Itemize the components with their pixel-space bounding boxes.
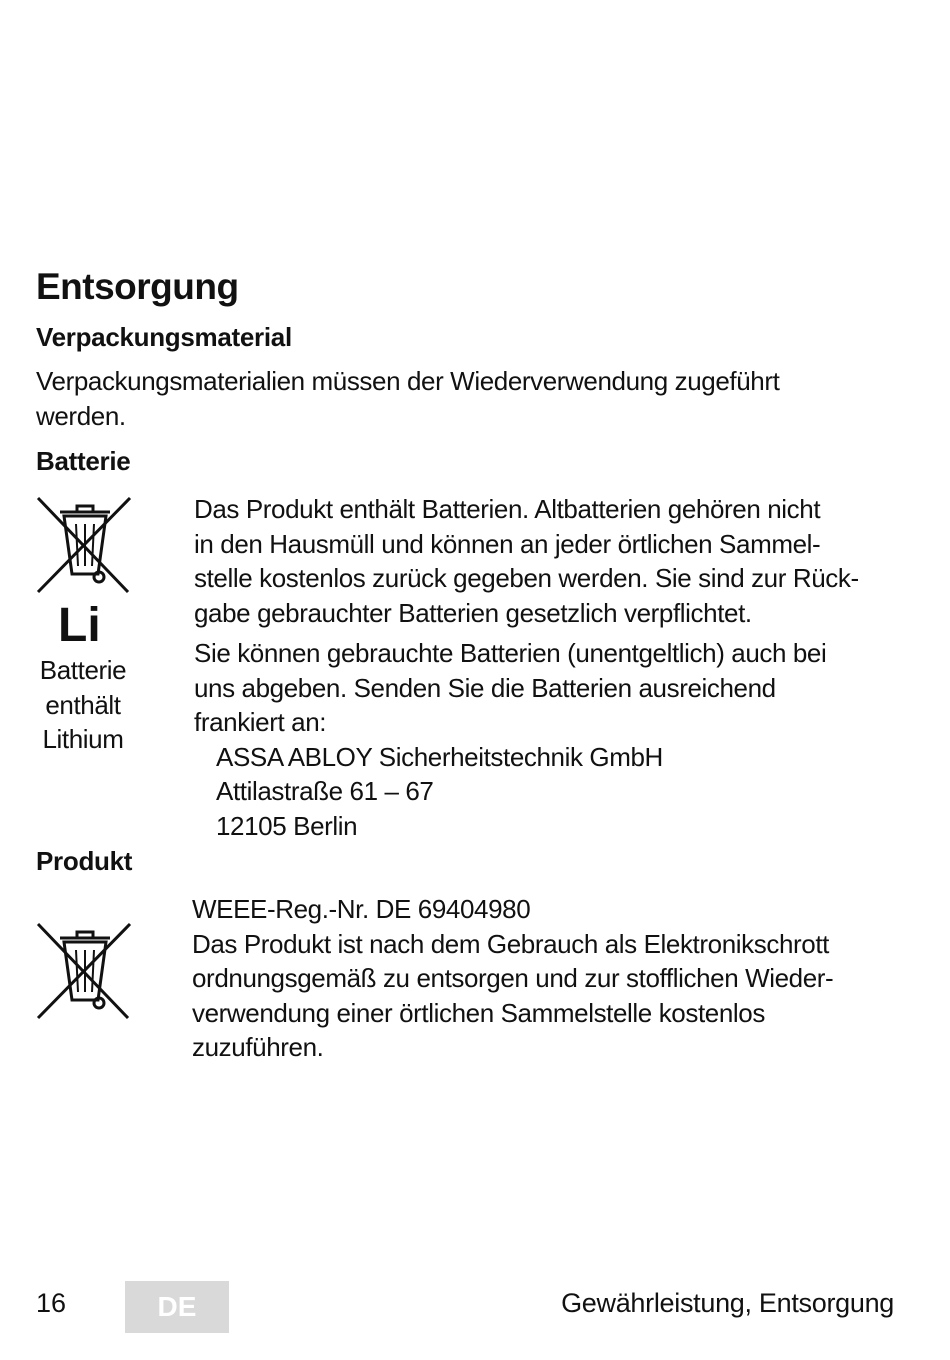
page-number: 16 (36, 1288, 67, 1318)
product-line: ordnungsgemäß zu entsorgen und zur stofflichen Wieder- (192, 963, 834, 993)
caption-line: Lithium (42, 724, 124, 754)
battery-line: frankiert an: (194, 707, 327, 737)
packaging-heading: Verpackungsmaterial (36, 322, 292, 352)
product-heading: Produkt (36, 846, 133, 876)
battery-line: gabe gebrauchter Batterien gesetzlich verpflichtet. (194, 597, 752, 628)
battery-paragraph-1 (194, 492, 859, 630)
address-line: ASSA ABLOY Sicherheitstechnik GmbH (216, 741, 663, 772)
battery-line: in den Hausmüll und können an jeder örtlichen Sammel- (194, 528, 821, 559)
address-line: 12105 Berlin (216, 810, 358, 841)
weee-registration: WEEE-Reg.-Nr. DE 69404980 (192, 894, 531, 924)
product-line: zuzuführen. (192, 1032, 324, 1062)
caption-line: enthält (45, 689, 121, 720)
battery-line: stelle kostenlos zurück gegeben werden. Sie sind zur Rück- (194, 563, 859, 593)
language-badge: DE (125, 1281, 229, 1333)
product-line: verwendung einer örtlichen Sammelstelle kostenlos (192, 997, 765, 1028)
packaging-line: Verpackungsmaterialien müssen der Wiederverwendung zugeführt (36, 366, 780, 396)
battery-heading: Batterie (36, 446, 131, 476)
battery-line: Sie können gebrauchte Batterien (unentgeltlich) auch bei (194, 638, 827, 668)
lithium-caption (28, 653, 138, 757)
caption-line: Batterie (39, 655, 127, 685)
footer-section-title: Gewährleistung, Entsorgung (561, 1288, 894, 1318)
battery-line: uns abgeben. Senden Sie die Batterien ausreichend (194, 672, 776, 703)
packaging-line: werden. (36, 400, 126, 431)
battery-paragraph-2 (194, 636, 826, 843)
packaging-text (36, 364, 779, 433)
address-line: Attilastraße 61 – 67 (216, 776, 434, 806)
crossed-out-bin-icon (36, 922, 134, 1022)
lithium-symbol: Li (58, 599, 101, 652)
battery-line: Das Produkt enthält Batterien. Altbatterien gehören nicht (194, 494, 821, 524)
page-title: Entsorgung (36, 266, 239, 307)
product-text (192, 892, 833, 1065)
product-line: Das Produkt ist nach dem Gebrauch als Elektronikschrott (192, 928, 829, 959)
crossed-out-bin-icon (36, 496, 134, 596)
